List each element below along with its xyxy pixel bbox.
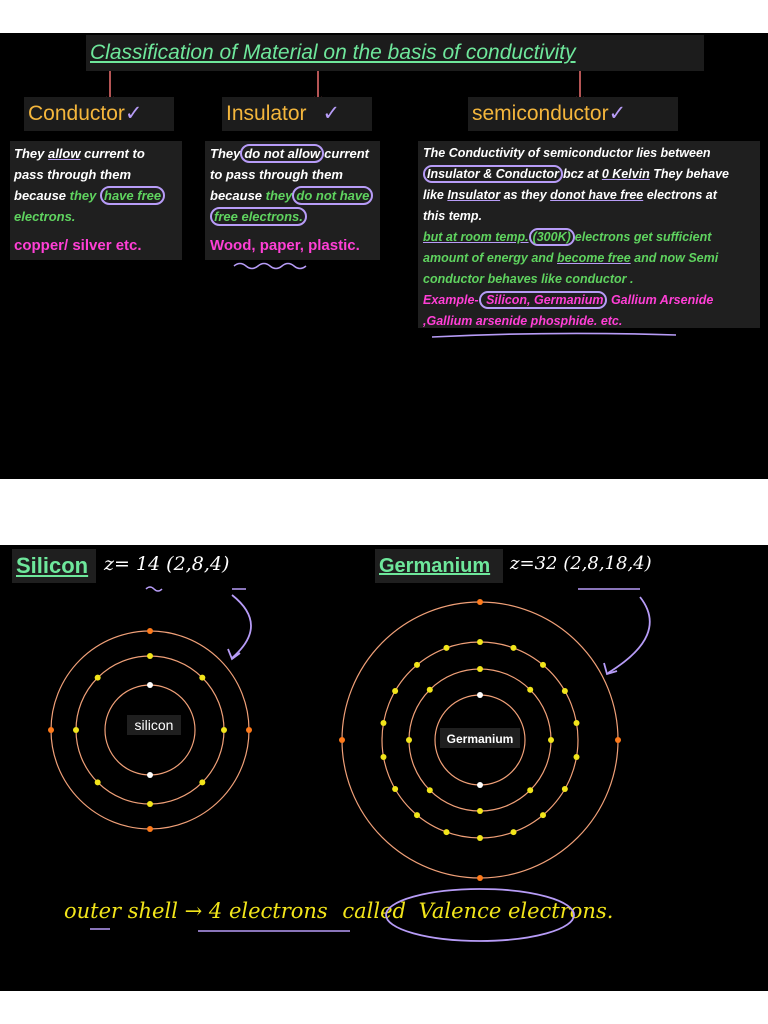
electron [246,727,252,733]
electron [477,808,483,814]
note-annotations [60,885,580,945]
electron [615,737,621,743]
electron [477,875,483,881]
silicon-config: z= 14 (2,8,4) [104,553,230,575]
valence-note: outer shell → 4 electrons called Valence electrons. [64,899,614,923]
electron [562,688,568,694]
electron [73,727,79,733]
germanium-config: z=32 (2,8,18,4) [510,553,652,574]
electron [511,645,517,651]
heading-semiconductor: semiconductor✓ [468,97,678,131]
electron [147,628,153,634]
electron [380,720,386,726]
check-mark-icon: ✓ [124,102,143,125]
electron [477,782,483,788]
electron [574,754,580,760]
electron [392,786,398,792]
electron [527,687,533,693]
electron [477,835,483,841]
electron [527,787,533,793]
electron [339,737,345,743]
electron [443,829,449,835]
electron [48,727,54,733]
slide-atom-models [0,545,768,991]
electron [477,639,483,645]
electron [477,692,483,698]
silicon-title: Silicon [16,553,89,578]
conductor-description: They allow current to pass through them because they have free electrons. [14,143,186,227]
electron [95,779,101,785]
germanium-pointer-arrow [608,597,650,673]
electron [414,662,420,668]
electron [540,812,546,818]
electron [199,675,205,681]
semiconductor-description: The Conductivity of semiconductor lies between Insulator & Conductor bcz at 0 Kelvin They behave like Insulator as they donot have free electrons at this temp. but at room temp. (300K) electrons get sufficient amount of energy and become free and now Semi conductor behaves like conductor . Example- Silicon, Germanium Gallium Arsenide ,Gallium arsenide phosphide. etc. [423,146,729,328]
electron [95,675,101,681]
insulator-description: They do not allow current to pass through them because they do not have free electrons. [210,143,385,227]
conductor-examples: copper/ silver etc. [14,237,142,254]
electron [147,801,153,807]
check-mark-icon: ✓ [322,102,341,125]
slide-classification [0,33,768,479]
electron [540,662,546,668]
hand-underline [430,329,680,343]
check-mark-icon: ✓ [608,102,627,125]
electron [380,754,386,760]
electron [406,737,412,743]
electron [548,737,554,743]
electron [511,829,517,835]
electron [427,687,433,693]
germanium-title: Germanium [379,555,491,577]
electron [147,682,153,688]
silicon-pointer-arrow [232,595,251,658]
electron [147,772,153,778]
heading-conductor: Conductor✓ [24,97,174,131]
valence-circle [386,889,574,941]
electron [477,666,483,672]
silicon-nucleus-label: silicon [134,717,174,733]
electron [562,786,568,792]
electron [477,599,483,605]
germanium-nucleus-label: Germanium [446,732,514,746]
electron [199,779,205,785]
electron [443,645,449,651]
slide-title: Classification of Material on the basis of conductivity [86,35,704,71]
wavy-underline [232,261,312,271]
electron [414,812,420,818]
electron [221,727,227,733]
heading-insulator: Insulator ✓ [222,97,372,131]
electron [392,688,398,694]
electron [147,826,153,832]
electron [574,720,580,726]
electron [427,787,433,793]
insulator-examples: Wood, paper, plastic. [210,237,360,254]
electron [147,653,153,659]
